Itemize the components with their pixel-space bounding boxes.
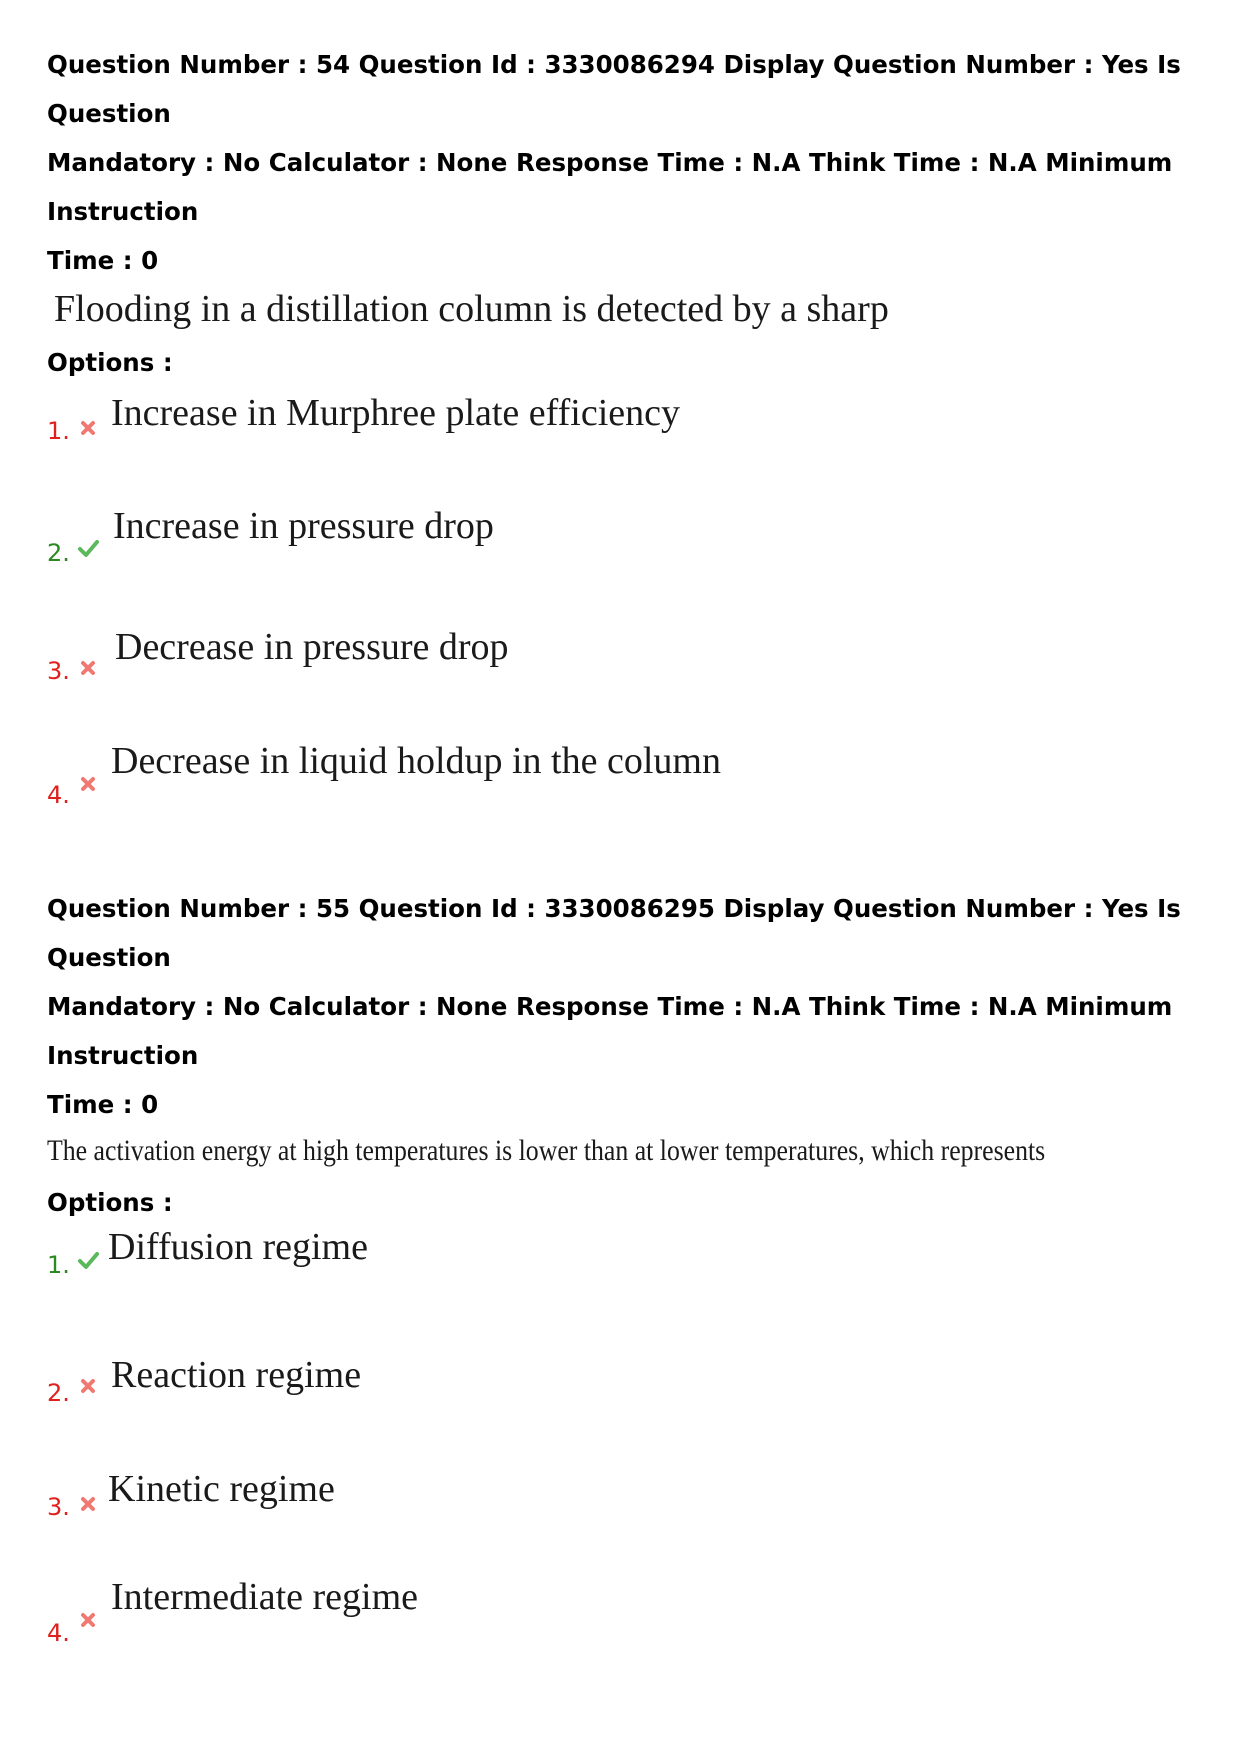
question-stem: The activation energy at high temperatures is lower than at lower temperatures, which represents [47,1134,1046,1167]
option-text: Decrease in liquid holdup in the column [111,740,721,782]
option-number: 4. [47,781,70,809]
option-4 [47,1576,1207,1747]
option-number: 1. [47,417,70,445]
option-text: Kinetic regime [108,1468,335,1510]
cross-icon [77,773,99,795]
cross-icon [77,1375,99,1397]
option-text: Reaction regime [111,1354,362,1396]
option-text: Intermediate regime [111,1576,419,1618]
option-text: Increase in pressure drop [113,505,494,547]
cross-icon [77,417,99,439]
question-block-55 [47,884,1207,1747]
cross-icon [77,1493,99,1515]
question-meta-line-3: Time : 0 [47,246,159,275]
cross-icon [77,1609,99,1631]
option-1 [47,389,1207,517]
option-number: 1. [47,1251,70,1279]
question-meta-line-1: Question Number : 54 Question Id : 3330086294 Display Question Number : Yes Is Question [47,50,1181,128]
check-icon [77,1249,99,1271]
question-meta-line-2: Mandatory : No Calculator : None Response Time : N.A Think Time : N.A Minimum Instruction [47,148,1173,226]
option-number: 3. [47,657,70,685]
question-meta-line-2: Mandatory : No Calculator : None Response Time : N.A Think Time : N.A Minimum Instruction [47,992,1173,1070]
cross-icon [77,657,99,679]
option-4 [47,740,1207,901]
option-text: Diffusion regime [108,1226,368,1268]
options-label: Options : [47,348,173,377]
option-text: Decrease in pressure drop [115,626,509,668]
option-text: Increase in Murphree plate efficiency [111,392,680,434]
check-icon [77,537,99,559]
option-number: 3. [47,1493,70,1521]
option-number: 2. [47,1379,70,1407]
question-meta-line-3: Time : 0 [47,1090,159,1119]
option-number: 2. [47,539,70,567]
question-meta-line-1: Question Number : 55 Question Id : 3330086295 Display Question Number : Yes Is Question [47,894,1181,972]
question-block-54 [47,40,1207,901]
question-stem: Flooding in a distillation column is detected by a sharp [54,288,889,330]
option-number: 4. [47,1619,70,1647]
options-label: Options : [47,1188,173,1217]
option-1 [47,1226,1207,1363]
